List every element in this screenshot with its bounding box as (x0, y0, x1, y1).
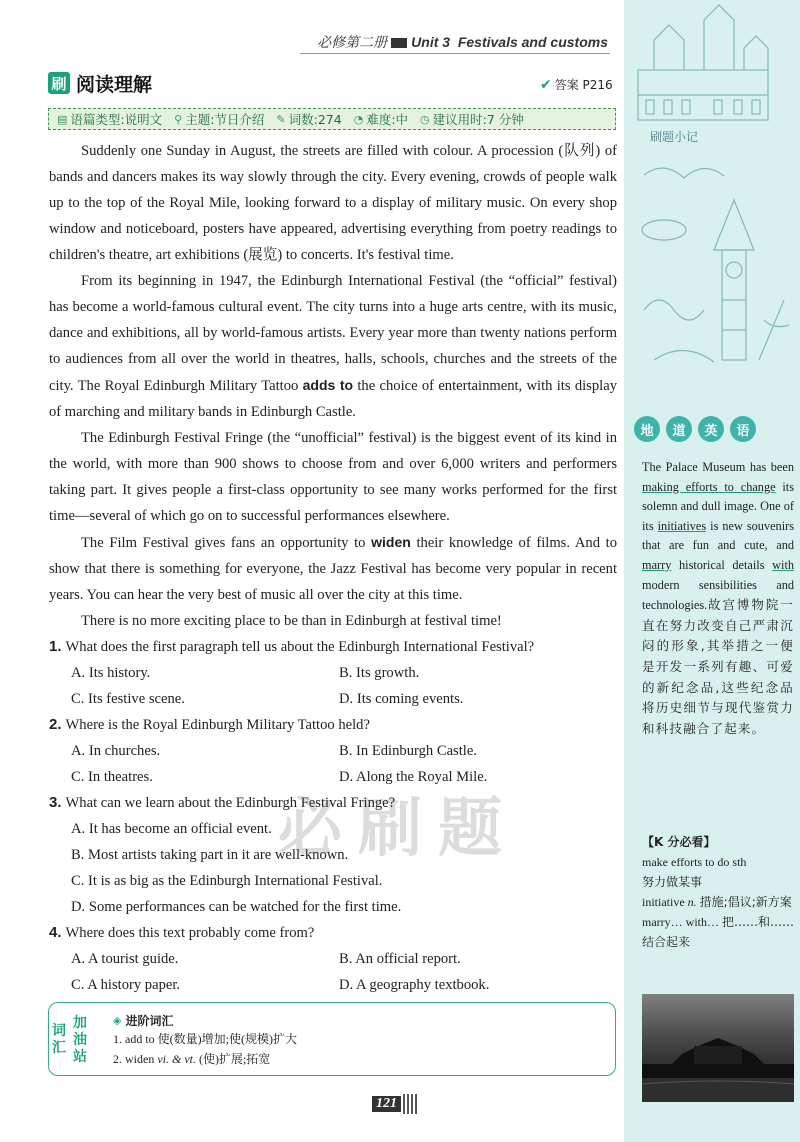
vocabulary-box (48, 1002, 616, 1076)
article-text: its solemn and dull image. One of its (642, 479, 794, 533)
vocabulary-heading (113, 1011, 297, 1029)
paragraph-1: Suddenly one Sunday in August, the streets are filled with colour. A procession (队列) of bands and dancers makes its way slowly through the city. Every evening, crowds of people walk up to the top of the Royal Mile, looking forward to a display of military music. On every shop window and noticeboard, posters have appeared, advertising everything from poetry readings to children's theatre, art exhibitions (展览) to concerts. It's festival time. (49, 143, 617, 263)
option-a[interactable]: A. In churches. (71, 743, 161, 759)
page-number-pattern (403, 1094, 419, 1114)
sidebar (624, 0, 800, 1142)
question-2 (49, 712, 617, 790)
bold-phrase-adds-to: adds to (302, 377, 354, 393)
vocabulary-heading-text: 进阶词汇 (125, 1013, 174, 1028)
key-terms-heading: 【K 分必看】 (642, 835, 716, 849)
info-word-count (276, 110, 341, 128)
bold-word-widen: widen (371, 534, 411, 550)
watermark-char-2: 刷 (358, 792, 422, 866)
term-cn: 努力做某事 (642, 875, 703, 889)
paragraph-4-start: The Film Festival gives fans an opportunity to (81, 535, 366, 551)
article-text: The Palace Museum has been (642, 460, 794, 474)
term-en: make efforts to do sth (642, 855, 747, 869)
sidebar-notes-label: 刷题小记 (650, 130, 699, 144)
palace-photo (642, 994, 794, 1102)
paragraph-2-text: From its beginning in 1947, the Edinburgh International Festival (the “official” festival) has become a world-famous cultural event. The city turns into a huge arts centre, with its music, dance and exhibitions, all by world-famous artists. Every year more than twenty nations perform to audiences from all over the world in theatres, halls, schools, churches and the streets of the city. The Royal Edinburgh Military Tattoo (49, 273, 617, 394)
paragraph-2 (49, 268, 617, 425)
question-3 (49, 790, 617, 920)
badge-char: 地 (634, 416, 660, 442)
answer-reference[interactable] (540, 76, 613, 93)
sidebar-article (642, 458, 794, 739)
option-d[interactable]: D. A geography textbook. (339, 977, 490, 993)
option-b[interactable]: B. An official report. (339, 951, 461, 967)
term-en: marry… with… (642, 915, 719, 929)
badge-char: 英 (698, 416, 724, 442)
question-number: 3. (49, 794, 62, 811)
tab-char: 站 (73, 1048, 87, 1065)
option-b[interactable]: B. Its growth. (339, 665, 420, 681)
authentic-english-badges (634, 416, 762, 442)
clock-icon: ◷ (420, 112, 430, 126)
watermark-char-1: 必 (278, 792, 342, 866)
passage-info-bar (48, 108, 616, 130)
info-topic (174, 110, 264, 128)
brand-badge-icon: 刷 (48, 72, 70, 94)
question-4 (49, 920, 617, 998)
article-text: historical details (679, 557, 765, 572)
info-topic-text: 主题:节日介绍 (185, 112, 265, 127)
vocab-meaning: (使)扩展;拓宽 (195, 1052, 271, 1066)
article-text: is new souvenirs that are fun and cute, and (642, 518, 794, 553)
tab-char: 加 (73, 1014, 87, 1031)
question-number: 2. (49, 716, 62, 733)
checkmark-icon: ✔ (540, 76, 552, 93)
info-time (420, 110, 524, 128)
vocabulary-item-1: 1. add to 使(数量)增加;使(规模)扩大 (113, 1032, 297, 1046)
term-cn: 措施;倡议;新方案 (699, 895, 792, 909)
running-header (300, 32, 610, 54)
answer-reference-label: 答案 P216 (554, 78, 613, 92)
page-number (372, 1094, 426, 1114)
paragraph-4-end: their knowledge of films. And to show that there is something for everyone, the Jazz Festival has become very popular in recent years. You can hear the very best of music all over the city at this time. (49, 535, 618, 603)
option-a[interactable]: A. It has become an official event. (71, 821, 272, 837)
unit-title: Festivals and customs (457, 34, 608, 50)
article-phrase: initiatives (657, 518, 707, 533)
vocabulary-content (113, 1011, 297, 1069)
option-a[interactable]: A. A tourist guide. (71, 951, 179, 967)
section-title: 阅读理解 (76, 73, 153, 96)
info-difficulty (354, 110, 408, 128)
option-d[interactable]: D. Some performances can be watched for the first time. (71, 899, 402, 915)
info-genre (57, 110, 162, 128)
reading-passage (49, 138, 617, 634)
info-time-text: 建议用时:7 分钟 (432, 112, 524, 127)
section-heading (48, 70, 152, 96)
diamond-icon: ◈ (113, 1013, 122, 1027)
article-phrase: with (772, 557, 795, 572)
article-phrase: making efforts to change (642, 479, 776, 494)
vocab-pos: vi. & vt. (157, 1052, 196, 1066)
question-number: 4. (49, 924, 62, 941)
article-phrase: marry (642, 557, 672, 572)
question-list (49, 634, 617, 998)
article-translation: 故宫博物院一直在努力改变自己严肃沉闷的形象,其举措之一便是开发一系列有趣、可爱的新纪念品,这些纪念品将历史细节与现代鉴赏力和科技融合了起来。 (642, 597, 794, 736)
question-stem: What does the first paragraph tell us about the Edinburgh International Festival? (65, 639, 535, 655)
option-c[interactable]: C. In theatres. (71, 769, 153, 785)
question-stem: What can we learn about the Edinburgh Festival Fringe? (65, 795, 396, 811)
landmark-illustration (624, 0, 800, 420)
option-b[interactable]: B. In Edinburgh Castle. (339, 743, 477, 759)
term-pos: n. (687, 895, 697, 909)
tab-char: 汇 (52, 1040, 66, 1056)
magnifier-icon: ⚲ (174, 112, 183, 126)
palace-photo-silhouette (642, 994, 794, 1102)
option-d[interactable]: D. Along the Royal Mile. (339, 769, 488, 785)
paragraph-3: The Edinburgh Festival Fringe (the “unofficial” festival) is the biggest event of its kind in the world, with more than 900 shows to choose from and over 6,000 writers and performers taking part. It gives people a first-class opportunity to see many works performed for the first time—several of which go on to successful performances elsewhere. (49, 430, 617, 524)
badge-char: 语 (730, 416, 756, 442)
option-c[interactable]: C. It is as big as the Edinburgh International Festival. (71, 873, 383, 889)
gauge-icon: ◔ (353, 112, 364, 126)
info-difficulty-text: 难度:中 (366, 112, 409, 127)
vocabulary-item-2 (113, 1049, 297, 1069)
sidebar-key-terms (642, 832, 794, 952)
question-stem: Where is the Royal Edinburgh Military Tattoo held? (65, 717, 370, 733)
vocab-word: 2. widen (113, 1052, 158, 1066)
option-d[interactable]: D. Its coming events. (339, 691, 464, 707)
unit-number: Unit 3 (411, 34, 451, 50)
paragraph-4 (49, 529, 617, 608)
book-icon: ▤ (57, 112, 68, 126)
term-en: initiative (642, 895, 685, 909)
pencil-icon: ✎ (276, 112, 286, 126)
header-bar-mark (391, 38, 407, 48)
tab-char: 油 (73, 1031, 87, 1048)
info-word-count-text: 词数:274 (288, 112, 342, 127)
question-1 (49, 634, 617, 712)
option-a[interactable]: A. Its history. (71, 665, 151, 681)
question-stem: Where does this text probably come from? (65, 925, 315, 941)
info-genre-text: 语篇类型:说明文 (70, 112, 163, 127)
article-text: modern sensibilities and technologies. (642, 577, 794, 613)
tab-char: 词 (52, 1023, 66, 1039)
question-number: 1. (49, 638, 62, 655)
option-c[interactable]: C. A history paper. (71, 977, 181, 993)
vocabulary-tab (49, 1009, 99, 1071)
option-c[interactable]: C. Its festive scene. (71, 691, 185, 707)
watermark-char-3: 题 (438, 792, 502, 866)
term-cn: 把……和……结合起来 (642, 915, 795, 949)
paragraph-5: There is no more exciting place to be than in Edinburgh at festival time! (81, 613, 502, 629)
badge-char: 道 (666, 416, 692, 442)
book-name: 必修第二册 (317, 34, 388, 50)
option-b[interactable]: B. Most artists taking part in it are well-known. (71, 847, 349, 863)
page-number-text: 121 (372, 1096, 401, 1112)
paragraph-2-end: the choice of entertainment, with its display of marching and military bands in Edinburgh Castle. (49, 378, 617, 420)
